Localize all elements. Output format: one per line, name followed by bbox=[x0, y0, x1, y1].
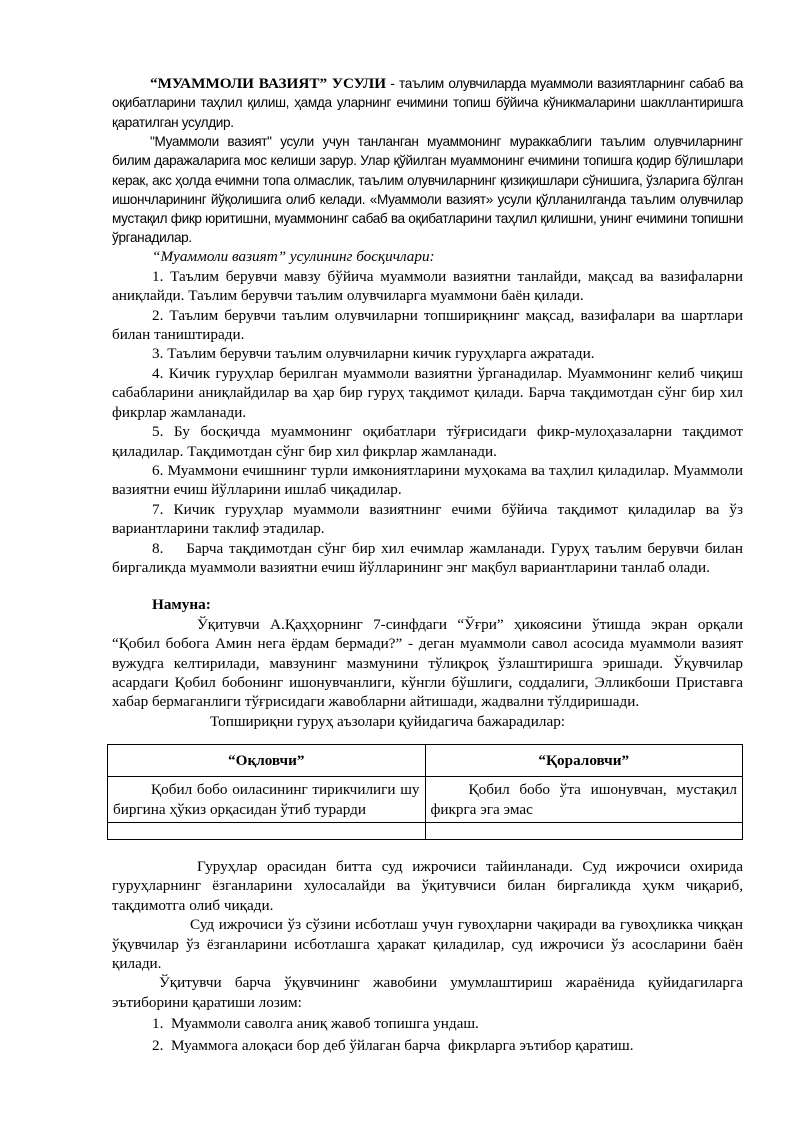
intro-paragraph bbox=[112, 74, 743, 132]
step-7: 7. Кичик гуруҳлар муаммоли вазиятнинг ечими бўйича тақдимот қиладилар ва ўз вариантларини таклиф этадилар. bbox=[112, 500, 743, 538]
step-6: 6. Муаммони ечишнинг турли имкониятларини муҳокама ва таҳлил қиладилар. Муаммоли вазиятни ечиш йўлларини ишлаб чиқадилар. bbox=[112, 461, 743, 499]
header-defender: “Оқловчи” bbox=[108, 745, 426, 777]
header-accuser: “Қораловчи” bbox=[425, 745, 743, 777]
method-title: “МУАММОЛИ ВАЗИЯТ” УСУЛИ bbox=[150, 75, 387, 92]
steps-heading: “Муаммоли вазият” усулининг босқичлари: bbox=[152, 248, 435, 266]
witness-paragraph: Суд ижрочиси ўз сўзини исботлаш учун гувоҳларни чақиради ва гувоҳликка чиққан ўқувчилар ўз ёзганларини исботлашга ҳаракат қиладилар, суд ижрочиси ўз асосларини баён қилади. bbox=[112, 916, 743, 973]
step-8: 8. Барча тақдимотдан сўнг бир хил ечимлар жамланади. Гуруҳ таълим берувчи билан биргаликда муаммоли вазиятни ечиш йўлларининг энг мақбул вариантларини танлаб олади. bbox=[112, 539, 747, 576]
step-2: 2. Таълим берувчи таълим олувчиларни топшириқнинг мақсад, вазифалари ва шартлари билан таништиради. bbox=[112, 306, 743, 344]
cell-accuser: Қобил бобо ўта ишонувчан, мустақил фикрга эга эмас bbox=[425, 777, 743, 823]
list-item-1: 1. Муаммоли саволга аниқ жавоб топишга ундаш. bbox=[152, 1015, 479, 1033]
list-item-2: 2. Муаммога алоқаси бор деб ўйлаган барча фикрларга эътибор қаратиш. bbox=[152, 1036, 634, 1054]
spacer bbox=[112, 577, 743, 595]
cell-defender: Қобил бобо оиласининг тирикчилиги шу биргина ҳўкиз орқасидан ўтиб турарди bbox=[108, 777, 426, 823]
table-header-row bbox=[108, 745, 743, 777]
empty-cell bbox=[108, 823, 426, 840]
step-1: 1. Таълим берувчи мавзу бўйича муаммоли вазиятни танлайди, мақсад ва вазифаларни аниқлайди. Таълим берувчи таълим олувчиларга муаммони баён қилади. bbox=[112, 267, 743, 305]
task-line: Топшириқни гуруҳ аъзолари қуйидагича бажарадилар: bbox=[210, 712, 566, 730]
judge-paragraph: Гуруҳлар орасидан битта суд ижрочиси тайинланади. Суд ижрочиси охирида гуруҳларнинг ёзганларини хулосалайди ва ўқитувчиси билан биргаликда ҳукм чиқариб, тақдимотга олиб чиқади. bbox=[112, 858, 743, 914]
example-paragraph: Ўқитувчи А.Қаҳҳорнинг 7-синфдаги “Ўғри” ҳикоясини ўтишда экран орқали “Қобил бобога Амин нега ёрдам бермади?” - деган муаммоли савол асосида муаммоли вазият вужудга келтирилади, мавзунинг мазмунини тўлиқроқ ўзлаштиришга эришади. Ўқувчилар асардаги Қобил бобонинг ишонувчанлиги, кўнгли бўшлиги, соддалиги, Элликбоши Приставга хабар бермаганлиги тўғрисидаги жавобларни айтишади, жадвални тўлдиришади. bbox=[112, 615, 743, 711]
summary-paragraph: Ўқитувчи барча ўқувчининг жавобини умумлаштириш жараёнида қуйидагиларга эътиборини қаратиши лозим: bbox=[112, 974, 743, 1011]
empty-cell bbox=[425, 823, 743, 840]
step-5: 5. Бу босқичда муаммонинг оқибатлари тўғрисидаги фикр-мулоҳазаларни тақдимот қиладилар. Тақдимотдан сўнг бир хил фикрлар жамланади. bbox=[112, 423, 743, 460]
method-definition: - таълим олувчиларда муаммоли вазиятларнинг сабаб ва оқибатларини таҳлил қилиш, ҳамда уларнинг ечимини топиш бўйича кўникмаларини шакллантиришга қаратилган усулдир. bbox=[112, 76, 744, 130]
roles-table bbox=[107, 744, 743, 840]
method-description: "Муаммоли вазият" усули учун танланган муаммонинг мураккаблиги таълим олувчиларнинг билим даражаларига мос келиши зарур. Улар қўйилган муаммонинг ечимини топишга қодир бўлишлари керак, акс ҳолда ечимни топа олмаслик, таълим олувчиларнинг қизиқишлари сўнишига, ўзларига бўлган ишончларининг йўқолишига олиб келади. «Муаммоли вазият» усули қўлланилганда таълим олувчилар мустақил фикр юритишни, муаммонинг сабаб ва оқибатларини таҳлил қилишни, унинг ечимини топишни ўрганадилар. bbox=[112, 134, 743, 246]
spacer bbox=[112, 840, 743, 857]
step-4: 4. Кичик гуруҳлар берилган муаммоли вазиятни ўрганадилар. Муаммонинг келиб чиқиш сабабларини аниқлайдилар ва ҳар бир гуруҳ тақдимот қилади. Барча тақдимотдан сўнг бир хил фикрлар жамланади. bbox=[112, 364, 743, 421]
step-3: 3. Таълим берувчи таълим олувчиларни кичик гуруҳларга ажратади. bbox=[152, 345, 595, 363]
table-row bbox=[108, 777, 743, 823]
example-heading: Намуна: bbox=[152, 596, 211, 614]
table-empty-row bbox=[108, 823, 743, 840]
